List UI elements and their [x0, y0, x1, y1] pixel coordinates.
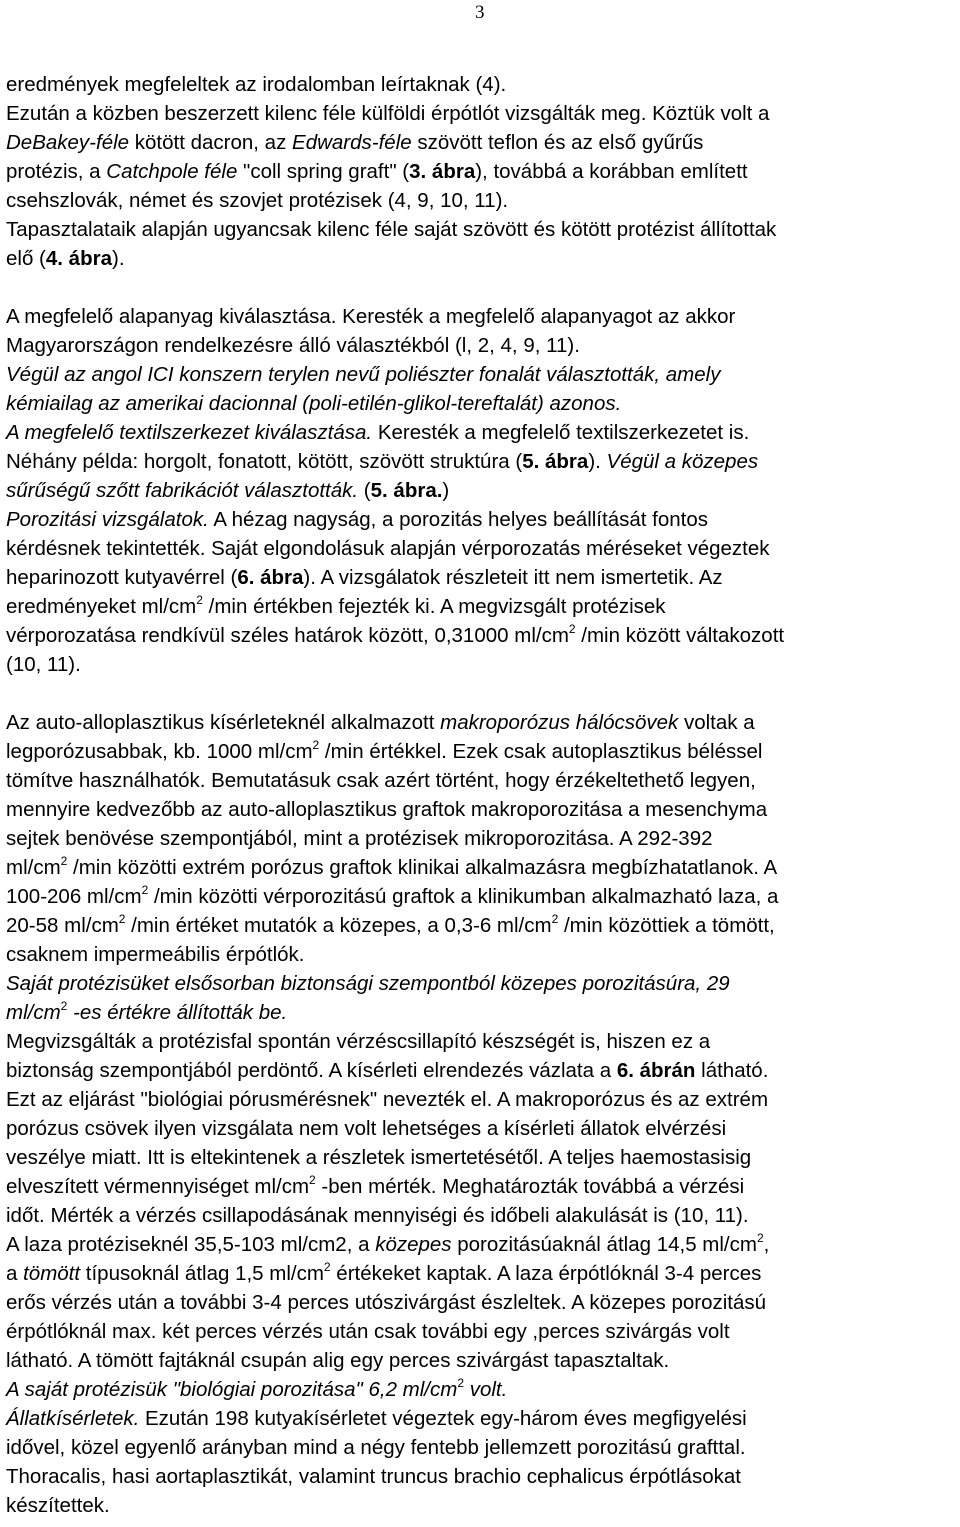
- text-run: 20-58 ml/cm: [6, 914, 119, 937]
- text-run: készítettek.: [6, 1494, 110, 1517]
- text-run: /min közöttiek a tömött,: [558, 914, 775, 937]
- text-line: [6, 418, 956, 447]
- text-line: [6, 853, 956, 882]
- text-line: [6, 157, 956, 186]
- text-run: /min közötti vérporozitású graftok a klinikumban alkalmazható laza, a: [148, 885, 779, 908]
- text-line: [6, 1143, 956, 1172]
- text-run: porózus csövek ilyen vizsgálata nem volt lehetséges a kísérleti állatok elvérzési: [6, 1117, 727, 1140]
- superscript: 2: [309, 1173, 316, 1187]
- superscript: 2: [756, 1231, 764, 1245]
- text-line: [6, 1462, 956, 1491]
- text-run: ml/cm: [6, 856, 61, 879]
- superscript: 2: [141, 883, 149, 897]
- text-line: [6, 302, 956, 331]
- blank-line: [6, 273, 956, 302]
- text-line: [6, 186, 956, 215]
- text-run: Edwards-féle: [292, 131, 412, 154]
- text-run: heparinozott kutyavérrel (: [6, 566, 238, 589]
- text-line: [6, 215, 956, 244]
- text-run: ): [442, 479, 450, 502]
- superscript: 2: [323, 1260, 331, 1274]
- text-run: Thoracalis, hasi aortaplasztikát, valamint truncus brachio cephalicus érpótlásokat: [6, 1465, 741, 1488]
- text-run: Saját protézisüket elsősorban biztonsági szempontból közepes porozitásúra, 29: [6, 972, 730, 995]
- text-run: vérporozatása rendkívül széles határok között, 0,31000 ml/cm: [6, 624, 569, 647]
- text-line: [6, 447, 956, 476]
- text-run: kérdésnek tekintették. Saját elgondolásuk alapján vérporozatás méréseket végeztek: [6, 537, 770, 560]
- text-run: tömött: [23, 1262, 81, 1285]
- text-line: [6, 70, 956, 99]
- text-run: makroporózus hálócsövek: [440, 711, 679, 734]
- text-line: [6, 621, 956, 650]
- text-line: [6, 1491, 956, 1520]
- text-run: közepes: [375, 1233, 452, 1256]
- text-run: Az auto-alloplasztikus kísérleteknél alkalmazott: [6, 711, 441, 734]
- text-line: [6, 1114, 956, 1143]
- superscript: 2: [551, 912, 559, 926]
- text-run: érpótlóknál max. két perces vérzés után csak további egy ,perces szivárgás volt: [6, 1320, 730, 1343]
- text-line: [6, 592, 956, 621]
- text-run: tömítve használhatók. Bemutatásuk csak azért történt, hogy érzékeltethető legyen,: [6, 769, 756, 792]
- text-line: [6, 1317, 956, 1346]
- text-run: Végül a közepes: [606, 450, 759, 473]
- text-line: [6, 331, 956, 360]
- text-run: 6. ábra: [237, 566, 304, 589]
- text-run: időt. Mérték a vérzés csillapodásának mennyiségi és időbeli alakulását is (10, 11).: [6, 1204, 749, 1227]
- text-line: [6, 389, 956, 418]
- text-run: Keresték a megfelelő textilszerkezetet is.: [372, 421, 750, 444]
- text-run: elő (: [6, 247, 46, 270]
- text-run: A megfelelő textilszerkezet kiválasztása.: [6, 421, 373, 444]
- text-line: [6, 1085, 956, 1114]
- superscript: 2: [60, 999, 68, 1013]
- text-run: /min értékben fejezték ki. A megvizsgált protézisek: [202, 595, 666, 618]
- text-line: [6, 969, 956, 998]
- text-run: eredmények megfeleltek az irodalomban leírtaknak (4).: [6, 73, 507, 96]
- text-line: [6, 1201, 956, 1230]
- text-run: A megfelelő alapanyag kiválasztása.: [6, 305, 337, 328]
- text-run: ,: [763, 1233, 770, 1256]
- text-run: A laza protéziseknél 35,5-103 ml/cm2, a: [6, 1233, 376, 1256]
- text-run: -ben mérték. Meghatározták továbbá a vérzési: [315, 1175, 745, 1198]
- text-run: legporózusabbak, kb. 1000 ml/cm: [6, 740, 313, 763]
- text-line: [6, 244, 956, 273]
- text-run: /min értékkel. Ezek csak autoplasztikus béléssel: [319, 740, 763, 763]
- text-line: [6, 1172, 956, 1201]
- text-run: 3. ábra: [409, 160, 476, 183]
- text-run: /min értéket mutatók a közepes, a 0,3-6 ml/cm: [125, 914, 552, 937]
- text-run: "coll spring graft" (: [237, 160, 410, 183]
- page-number: 3: [475, 2, 485, 23]
- text-run: Tapasztalataik alapján ugyancsak kilenc féle saját szövött és kötött protézist állítottak: [6, 218, 777, 241]
- text-run: porozitásúaknál átlag 14,5 ml/cm: [451, 1233, 757, 1256]
- text-run: volt.: [464, 1378, 508, 1401]
- text-line: [6, 1404, 956, 1433]
- text-run: látható.: [695, 1059, 769, 1082]
- text-line: [6, 476, 956, 505]
- superscript: 2: [60, 854, 68, 868]
- text-run: voltak a: [678, 711, 755, 734]
- text-line: [6, 1375, 956, 1404]
- text-run: Ezután a közben beszerzett kilenc féle külföldi érpótlót vizsgálták meg. Köztük volt a: [6, 102, 770, 125]
- text-run: csehszlovák, német és szovjet protézisek (4, 9, 10, 11).: [6, 189, 509, 212]
- text-line: [6, 940, 956, 969]
- text-run: csaknem impermeábilis érpótlók.: [6, 943, 305, 966]
- text-line: [6, 998, 956, 1027]
- superscript: 2: [568, 622, 576, 636]
- superscript: 2: [118, 912, 126, 926]
- text-line: [6, 708, 956, 737]
- text-run: a: [6, 1262, 24, 1285]
- text-line: [6, 650, 956, 679]
- text-run: Catchpole féle: [106, 160, 238, 183]
- text-run: biztonság szempontjából perdöntő. A kísérleti elrendezés vázlata a: [6, 1059, 617, 1082]
- text-run: ). A vizsgálatok részleteit itt nem ismertetik. Az: [303, 566, 723, 589]
- superscript: 2: [457, 1376, 465, 1390]
- text-run: erős vérzés után a további 3-4 perces utószivárgást észleltek. A közepes porozitású: [6, 1291, 767, 1314]
- text-run: ).: [112, 247, 125, 270]
- text-line: [6, 1056, 956, 1085]
- text-run: idővel, közel egyenlő arányban mind a négy fentebb jellemzett porozitású grafttal.: [6, 1436, 746, 1459]
- text-run: kémiailag az amerikai dacionnal (poli-etilén-glikol-tereftalát) azonos.: [6, 392, 622, 415]
- text-line: [6, 360, 956, 389]
- text-line: [6, 1027, 956, 1056]
- text-line: [6, 1259, 956, 1288]
- text-run: protézis, a: [6, 160, 107, 183]
- text-run: ), továbbá a korábban említett: [475, 160, 748, 183]
- text-run: Ezután 198 kutyakísérletet végeztek egy-három éves megfigyelési: [139, 1407, 747, 1430]
- text-line: [6, 99, 956, 128]
- text-run: látható. A tömött fajtáknál csupán alig egy perces szivárgást tapasztaltak.: [6, 1349, 670, 1372]
- text-run: elveszített vérmennyiséget ml/cm: [6, 1175, 310, 1198]
- text-run: Végül az angol ICI konszern terylen nevű poliészter fonalát választották, amely: [6, 363, 721, 386]
- text-run: Ezt az eljárást "biológiai pórusmérésnek" nevezték el. A makroporózus és az extrém: [6, 1088, 769, 1111]
- text-line: [6, 563, 956, 592]
- text-line: [6, 534, 956, 563]
- superscript: 2: [196, 593, 203, 607]
- text-run: ml/cm: [6, 1001, 61, 1024]
- text-run: -es értékre állították be.: [67, 1001, 288, 1024]
- text-run: DeBakey-féle: [6, 131, 130, 154]
- text-run: 100-206 ml/cm: [6, 885, 142, 908]
- text-line: [6, 505, 956, 534]
- text-line: [6, 737, 956, 766]
- document-body: [6, 70, 956, 1520]
- text-run: 5. ábra.: [370, 479, 443, 502]
- text-run: A hézag nagyság, a porozitás helyes beállítását fontos: [208, 508, 708, 531]
- text-run: Porozitási vizsgálatok.: [6, 508, 209, 531]
- text-line: [6, 882, 956, 911]
- text-line: [6, 1230, 956, 1259]
- text-line: [6, 824, 956, 853]
- text-line: [6, 1346, 956, 1375]
- superscript: 2: [312, 738, 320, 752]
- text-run: (10, 11).: [6, 653, 81, 676]
- text-run: Megvizsgálták a protézisfal spontán vérzéscsillapító készségét is, hiszen ez a: [6, 1030, 711, 1053]
- text-run: 6. ábrán: [616, 1059, 696, 1082]
- blank-line: [6, 679, 956, 708]
- text-run: veszélye miatt. Itt is eltekintenek a részletek ismertetésétől. A teljes haemostasisig: [6, 1146, 752, 1169]
- text-line: [6, 128, 956, 157]
- text-run: mennyire kedvezőbb az auto-alloplasztikus graftok makroporozitása a mesenchyma: [6, 798, 768, 821]
- text-run: sűrűségű szőtt fabrikációt választották.: [6, 479, 359, 502]
- text-line: [6, 1288, 956, 1317]
- text-run: Néhány példa: horgolt, fonatott, kötött, szövött struktúra (: [6, 450, 523, 473]
- text-run: kötött dacron, az: [129, 131, 293, 154]
- text-run: 5. ábra: [522, 450, 589, 473]
- text-line: [6, 911, 956, 940]
- text-run: ).: [588, 450, 607, 473]
- text-run: Állatkísérletek.: [6, 1407, 140, 1430]
- text-run: sejtek benövése szempontjából, mint a protézisek mikroporozitása. A 292-392: [6, 827, 713, 850]
- text-run: /min között váltakozott: [575, 624, 785, 647]
- text-run: 4. ábra: [45, 247, 112, 270]
- text-run: Magyarországon rendelkezésre álló választékból (l, 2, 4, 9, 11).: [6, 334, 580, 357]
- text-run: értékeket kaptak. A laza érpótlóknál 3-4 perces: [330, 1262, 762, 1285]
- text-run: szövött teflon és az első gyűrűs: [411, 131, 704, 154]
- text-run: eredményeket ml/cm: [6, 595, 197, 618]
- text-run: Keresték a megfelelő alapanyagot az akkor: [336, 305, 736, 328]
- text-run: /min közötti extrém porózus graftok klinikai alkalmazásra megbízhatatlanok. A: [67, 856, 778, 879]
- text-run: (: [358, 479, 371, 502]
- text-run: típusoknál átlag 1,5 ml/cm: [80, 1262, 324, 1285]
- text-line: [6, 766, 956, 795]
- text-line: [6, 795, 956, 824]
- text-line: [6, 1433, 956, 1462]
- text-run: A saját protézisük "biológiai porozitása" 6,2 ml/cm: [6, 1378, 458, 1401]
